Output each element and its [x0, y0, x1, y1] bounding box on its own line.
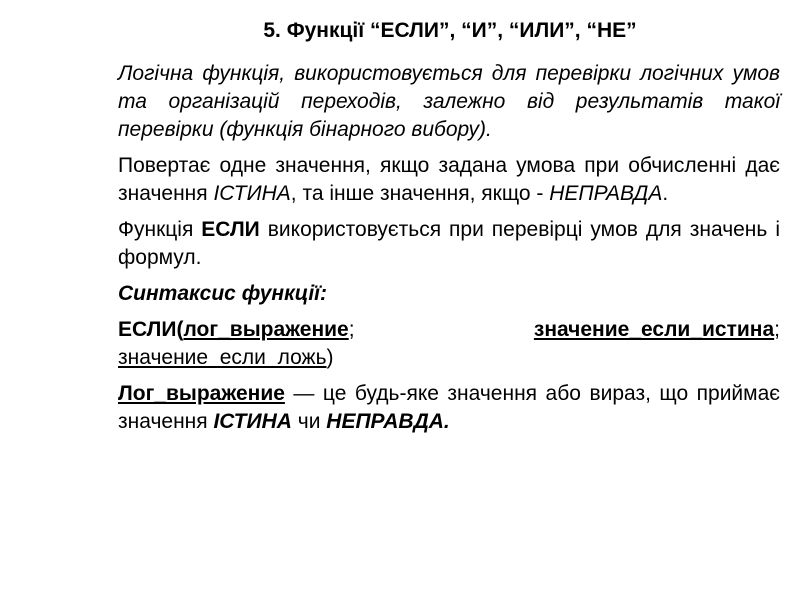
paragraph-definition: Логічна функція, використовується для перевірки логічних умов та організацій переходів, залежно від результатів такої перевірки (функція бінарного вибору).: [118, 62, 780, 141]
paragraph-return-value: [118, 152, 780, 208]
syntax-formula: [118, 316, 780, 372]
formula-separator-1: ;: [348, 318, 534, 341]
log-expression-term: Лог_выражение: [118, 382, 285, 405]
esli-text-1: Функція: [118, 218, 202, 241]
formula-separator-2: ;: [774, 318, 780, 341]
syntax-heading: Синтаксис функції:: [118, 282, 327, 305]
paragraph-esli-usage: [118, 216, 780, 272]
formula-close: ): [326, 346, 334, 369]
formula-function: ЕСЛИ(: [118, 318, 184, 341]
istina-value: ІСТИНА: [213, 182, 291, 205]
log-expression-text-2: чи: [291, 410, 327, 433]
paragraph-log-expression: [118, 380, 780, 436]
esli-text-2: використовується при перевірці умов для значень і формул.: [118, 218, 780, 269]
log-istina-value: ІСТИНА: [213, 410, 292, 433]
return-text-2: , та інше значення, якщо -: [290, 182, 550, 205]
formula-arg-true: значение_если_истина: [533, 318, 775, 341]
slide-title: 5. Функції “ЕСЛИ”, “И”, “ИЛИ”, “НЕ”: [263, 19, 637, 42]
return-text-3: .: [662, 182, 669, 205]
return-text-1: Повертає одне значення, якщо задана умова при обчисленні дає значення: [118, 154, 780, 205]
slide-body: [118, 60, 780, 444]
formula-arg-false: значение_если_ложь: [118, 346, 327, 369]
log-expression-text-1: — це будь-яке значення або вираз, що приймає значення: [118, 382, 780, 433]
log-nepravda-value: НЕПРАВДА.: [326, 410, 450, 433]
formula-arg-condition: лог_выражение: [183, 318, 349, 341]
esli-function-name: ЕСЛИ: [201, 218, 260, 241]
nepravda-value: НЕПРАВДА: [549, 182, 663, 205]
